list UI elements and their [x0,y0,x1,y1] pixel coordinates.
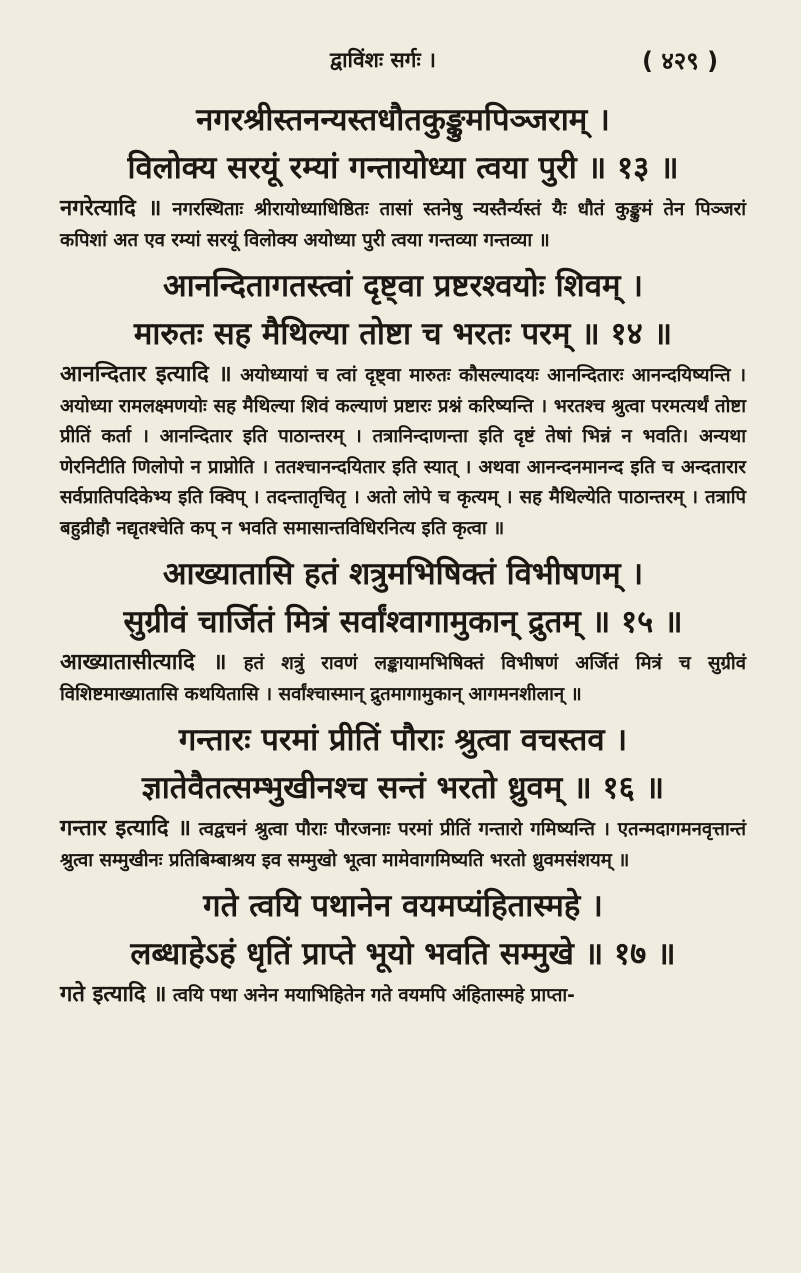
verse-line: गन्तारः परमां प्रीतिं पौराः श्रुत्वा वचस्तव । [178,722,628,758]
verse-line: ज्ञातेवैतत्सम्भुखीनश्च सन्तं भरतो ध्रुवम् ॥ १६ ॥ [141,770,665,806]
verse-line: गते त्वयि पथानेन वयमप्यंहितास्महे । [203,888,603,924]
commentary-15 [60,648,746,710]
page-header [0,44,801,84]
commentary-text: हतं शत्रुं रावणं लङ्कायामभिषिक्तं विभीषणं अर्जितं मित्रं च सुग्रीवं विशिष्टमाख्यातासि कथयितासि । सर्वांश्चास्मान् द्रुतमागामुकान् आगमनशीलान् ॥ [60,653,746,705]
verse-13 [60,96,746,192]
verse-line: नगरश्रीस्तनन्यस्तधौतकुङ्कुमपिञ्जराम् । [196,102,610,138]
verse-line: लब्धाहेऽहं धृतिं प्राप्ते भूयो भवति सम्मुखे ॥ १७ ॥ [130,936,676,972]
verse-line: मारुतः सह मैथिल्या तोष्टा च भरतः परम् ॥ १४ ॥ [133,316,673,352]
commentary-17 [60,980,746,1012]
page-number: ( ४२९ ) [642,47,719,75]
page-body [60,96,746,1018]
verse-15 [60,550,746,646]
verse-line: आख्यातासि हतं शत्रुमभिषिक्तं विभीषणम् । [162,556,644,592]
commentary-text: त्वद्वचनं श्रुत्वा पौराः पौरजनाः परमां प्रीतिं गन्तारो गमिष्यन्ति । एतन्मदागमनवृत्तान्तं श्रुत्वा सम्मुखीनः प्रतिबिम्बाश्रय इव सम्मुखो भूत्वा मामेवागमिष्यति भरतो ध्रुवमसंशयम् ॥ [60,819,746,871]
commentary-14 [60,360,746,544]
commentary-16 [60,814,746,876]
verse-16 [60,716,746,812]
commentary-text: त्वयि पथा अनेन मयाभिहितेन गते वयमपि अंहितास्महे प्राप्ता- [166,985,575,1006]
verse-line: विलोक्य सरयूं रम्यां गन्तायोध्या त्वया पुरी ॥ १३ ॥ [127,150,679,186]
verse-line: आनन्दितागतस्त्वां दृष्ट्वा प्रष्टरश्वयोः शिवम् । [162,268,644,304]
commentary-text: अयोध्यायां च त्वां दृष्ट्वा मारुतः कौसल्यादयः आनन्दितारः आनन्दयिष्यन्ति । अयोध्या रामलक्ष्मणयोः सह मैथिल्या शिवं कल्याणं प्रष्टारः प्रश्नं करिष्यन्ति । भरतश्च श्रुत्वा परमत्यर्थं तोष्टा प्रीतिं कर्ता । आनन्दितार इति पाठान्तरम् । तत्रानिन्दाणन्ता इति दृष्टं तेषां भिन्नं न भवति। अन्यथा णेरनिटीति णिलोपो न प्राप्नोति । ततश्चानन्दयितार इति स्यात् । अथवा आनन्दनमानन्द इति च अन्दतारार सर्वप्रातिपदिकेभ्य इति क्विप् । तदन्तातृचितृ । अतो लोपे च कृत्यम् । सह मैथिल्येति पाठान्तरम् । तत्रापि बहुव्रीहौ नद्यृतश्चेति कप् न भवति समासान्तविधिरनित्य इति कृत्वा ॥ [60,365,747,539]
commentary-text: नगरस्थिताः श्रीरायोध्याधिष्ठितः तासां स्तनेषु न्यस्तैर्न्यस्तं यैः धौतं कुङ्कुमं तेन पिञ्जरां कपिशां अत एव रम्यां सरयूं विलोक्य अयोध्या पुरी त्वया गन्तव्या गन्तव्या ॥ [60,199,746,251]
commentary-lead: नगरेत्यादि ॥ [60,196,162,221]
commentary-13 [60,194,746,256]
commentary-lead: गन्तार इत्यादि ॥ [60,816,191,841]
verse-17 [60,882,746,978]
commentary-lead: आनन्दितार इत्यादि ॥ [60,362,232,387]
verse-line: सुग्रीवं चार्जितं मित्रं सर्वांश्वागामुकान् द्रुतम् ॥ १५ ॥ [123,604,683,640]
running-head: द्वाविंशः सर्गः । [330,48,436,72]
commentary-lead: गते इत्यादि ॥ [60,982,167,1007]
commentary-lead: आख्यातासीत्यादि ॥ [60,650,227,675]
verse-14 [60,262,746,358]
